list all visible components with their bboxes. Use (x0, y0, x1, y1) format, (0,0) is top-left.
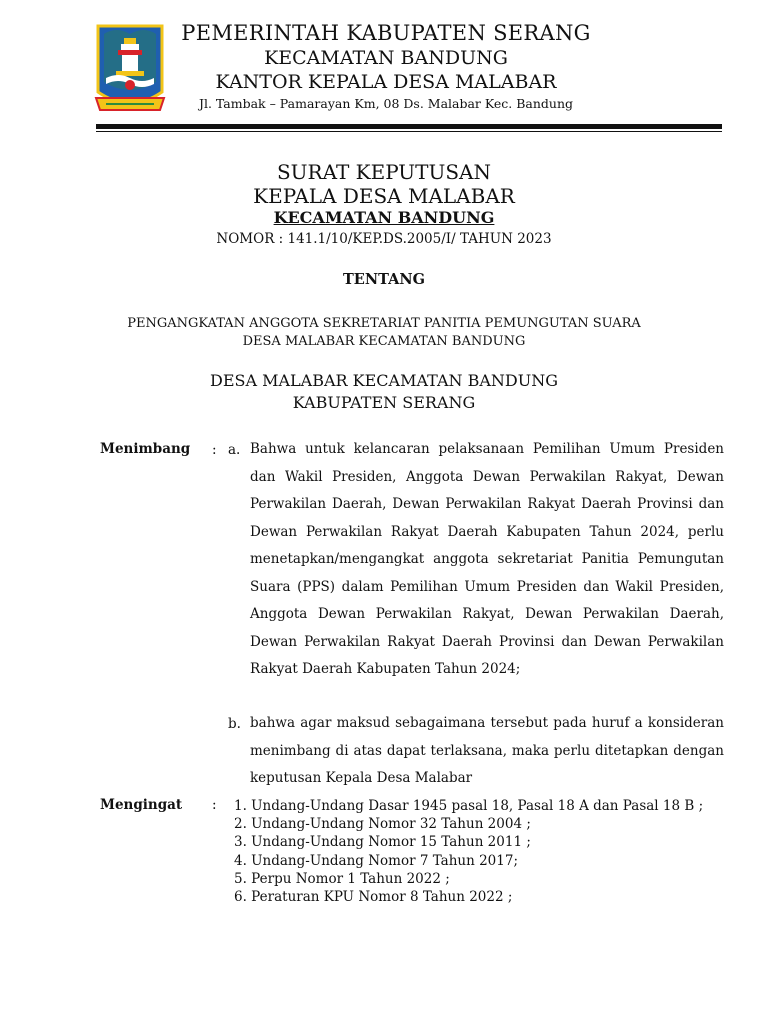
letterhead-line-government: PEMERINTAH KABUPATEN SERANG (181, 21, 591, 45)
mengingat-list (234, 797, 724, 906)
menimbang-point-b: bahwa agar maksud sebagaimana tersebut pada huruf a konsideran menimbang di atas dapat terlaksana, maka perlu ditetapkan dengan keputusan Kepala Desa Malabar (250, 715, 724, 786)
decree-issuer-title: KEPALA DESA MALABAR (253, 184, 515, 208)
list-item: 1. Undang-Undang Dasar 1945 pasal 18, Pasal 18 A dan Pasal 18 B ; (234, 798, 704, 814)
letterhead-divider-thin (96, 131, 722, 132)
decree-district: KECAMATAN BANDUNG (273, 208, 495, 227)
menimbang-point-a: Bahwa untuk kelancaran pelaksanaan Pemilihan Umum Presiden dan Wakil Presiden, Anggota Dewan Perwakilan Rakyat, Dewan Perwakilan Daerah, Dewan Perwakilan Rakyat Daerah Provinsi dan Dewan Perwakilan Rakyat Daerah Kabupaten Tahun 2024, perlu menetapkan/mengangkat anggota sekretariat Panitia Pemungutan Suara (PPS) dalam Pemilihan Umum Presiden dan Wakil Presiden, Anggota Dewan Perwakilan Rakyat, Dewan Perwakilan Daerah, Dewan Perwakilan Rakyat Daerah Provinsi dan Dewan Perwakilan Rakyat Daerah Kabupaten Tahun 2024; (250, 441, 724, 677)
decree-title: SURAT KEPUTUSAN (276, 160, 491, 184)
menimbang-marker-b: b. (228, 716, 241, 732)
menimbang-marker-a: a. (228, 442, 241, 458)
menimbang-colon: : (212, 442, 217, 458)
menimbang-label: Menimbang (100, 441, 191, 457)
tentang-heading: TENTANG (343, 271, 425, 288)
subject-line-1: PENGANGKATAN ANGGOTA SEKRETARIAT PANITIA PEMUNGUTAN SUARA (127, 316, 641, 331)
letterhead-address: Jl. Tambak – Pamarayan Km, 08 Ds. Malabar Kec. Bandung (198, 96, 574, 111)
decree-number: NOMOR : 141.1/10/KEP.DS.2005/I/ TAHUN 2023 (216, 231, 552, 247)
letterhead (176, 20, 596, 113)
list-item: 6. Peraturan KPU Nomor 8 Tahun 2022 ; (234, 889, 513, 906)
list-item: 3. Undang-Undang Nomor 15 Tahun 2011 ; (234, 834, 531, 851)
letterhead-divider-thick (96, 124, 722, 129)
list-item: 4. Undang-Undang Nomor 7 Tahun 2017; (234, 852, 519, 869)
issuer-line-1: DESA MALABAR KECAMATAN BANDUNG (209, 371, 558, 390)
letterhead-line-office: KANTOR KEPALA DESA MALABAR (215, 71, 557, 93)
kabupaten-serang-emblem (94, 22, 166, 118)
list-item: 5. Perpu Nomor 1 Tahun 2022 ; (234, 870, 450, 887)
mengingat-label: Mengingat (100, 797, 183, 813)
issuer-line-2: KABUPATEN SERANG (292, 393, 476, 412)
subject-line-2: DESA MALABAR KECAMATAN BANDUNG (242, 334, 526, 349)
list-item: 2. Undang-Undang Nomor 32 Tahun 2004 ; (234, 816, 531, 833)
mengingat-colon: : (212, 797, 217, 813)
letterhead-line-district: KECAMATAN BANDUNG (264, 47, 508, 69)
